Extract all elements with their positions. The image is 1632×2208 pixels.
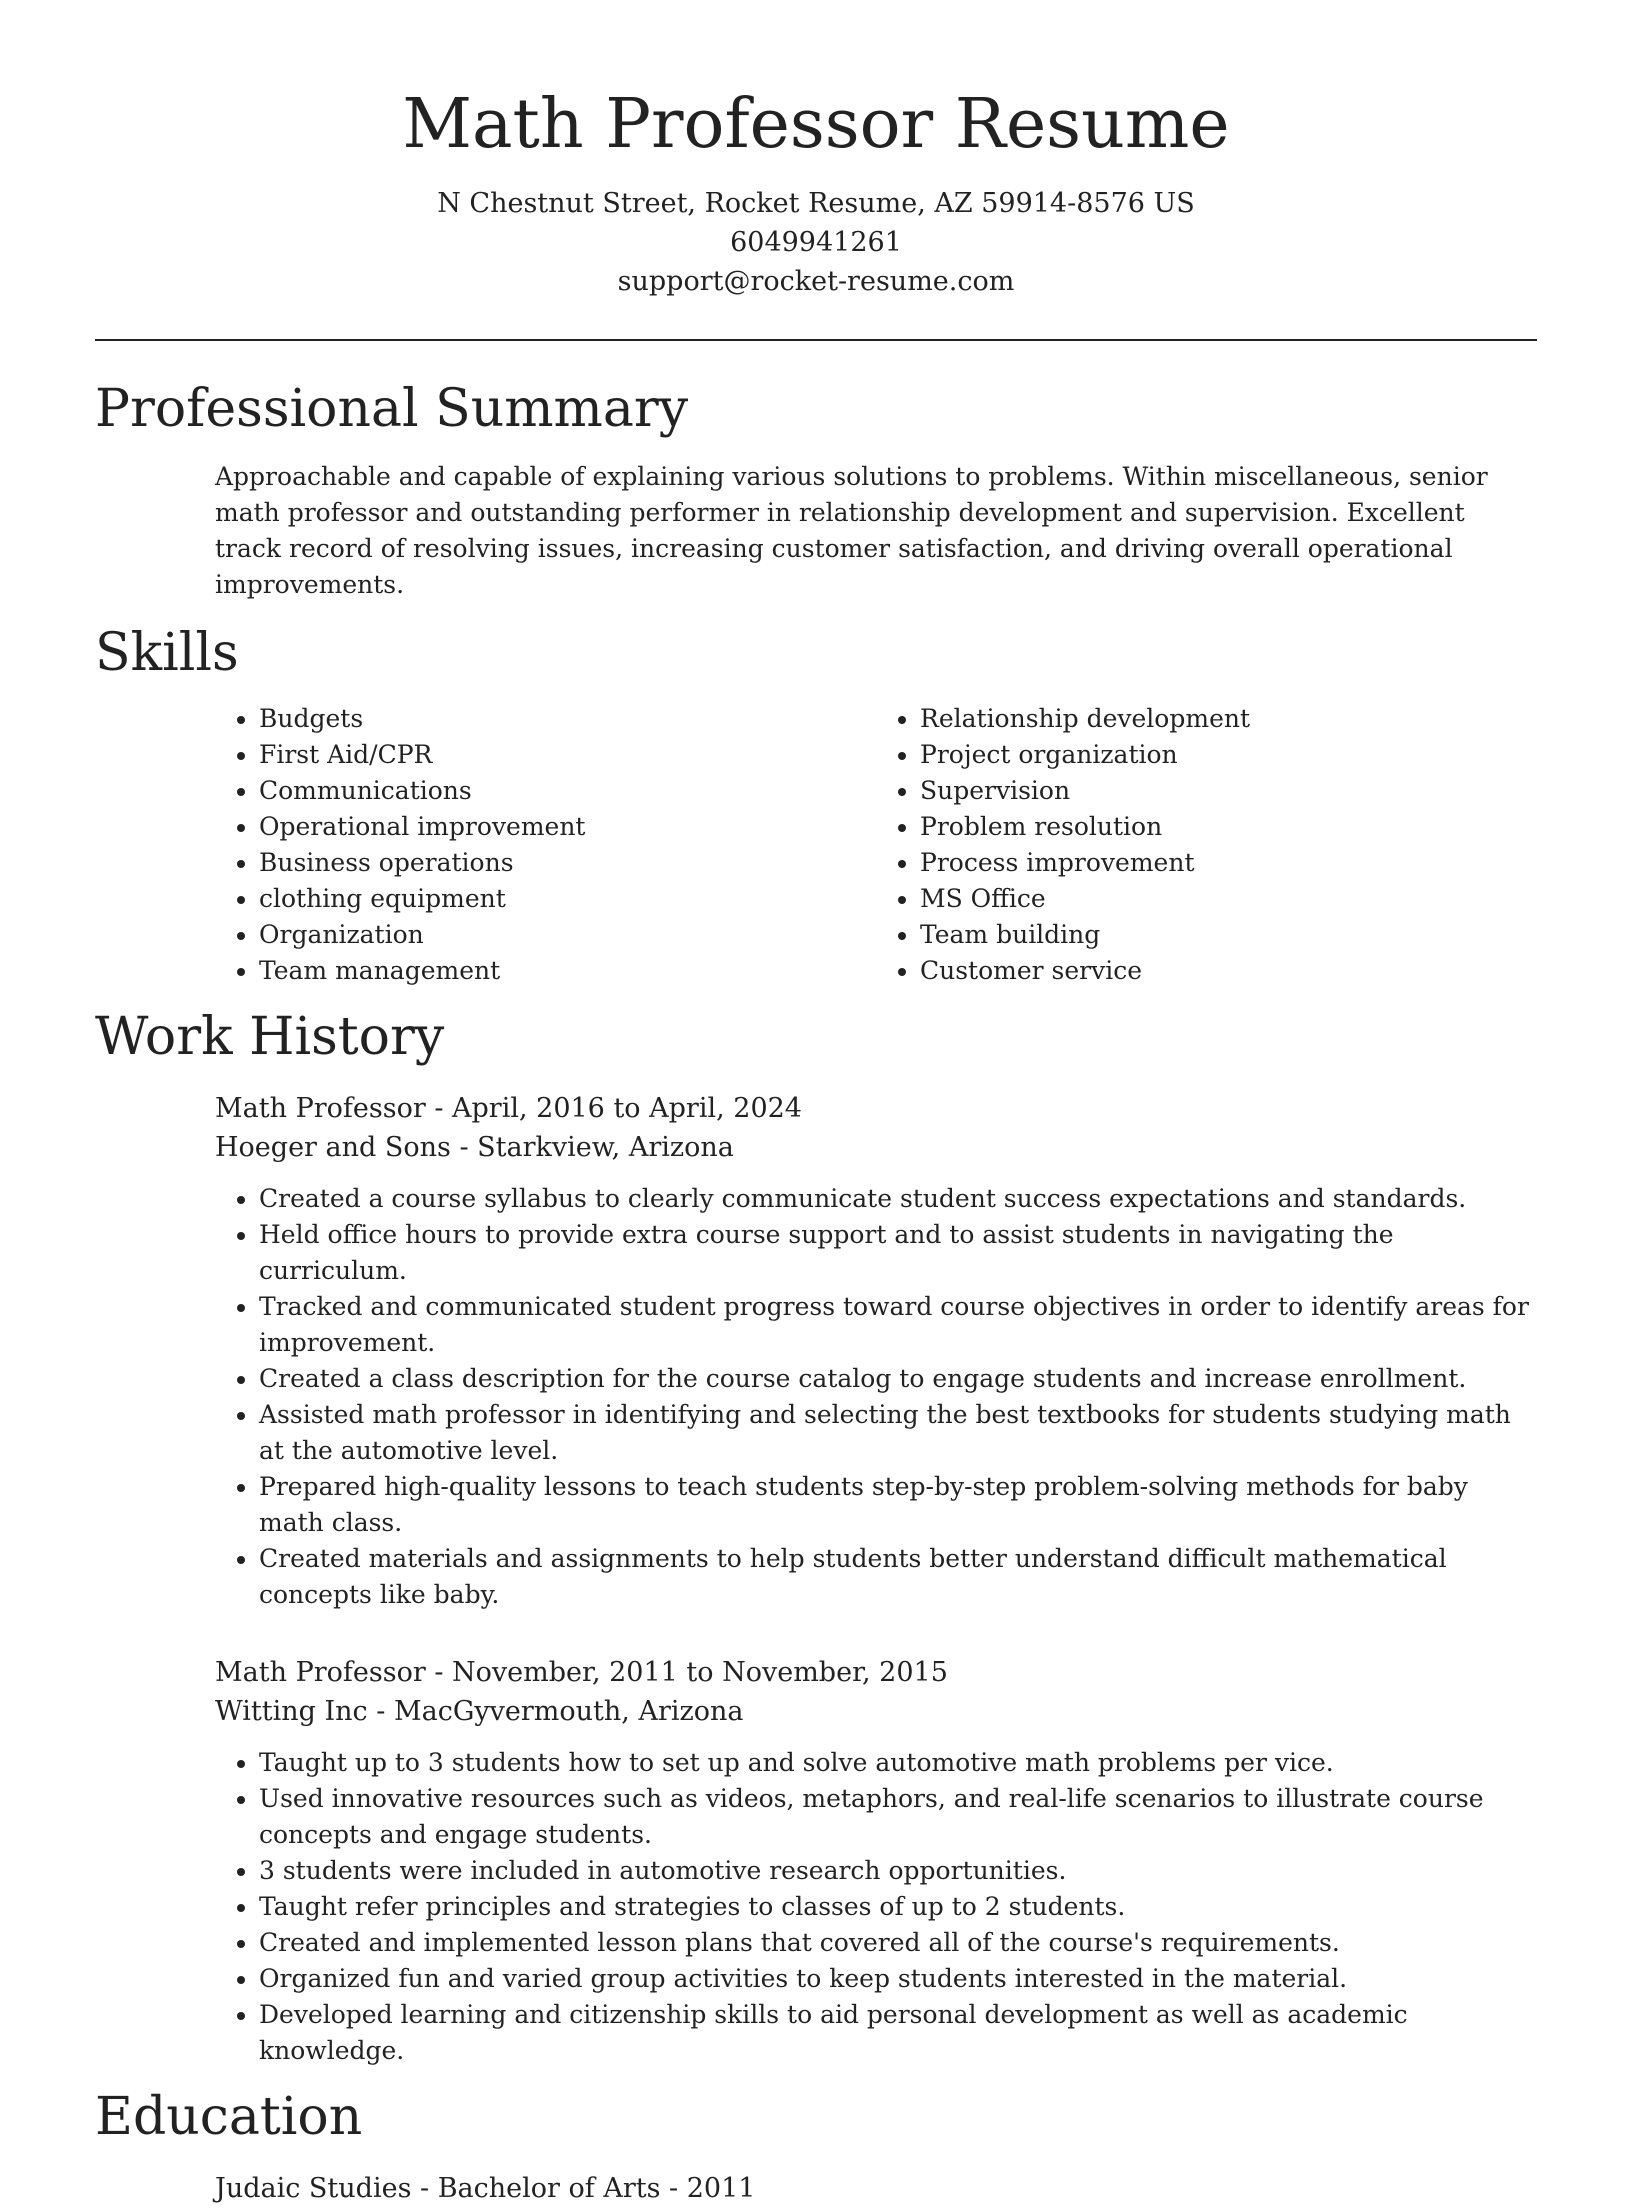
- education-heading: Education: [95, 2087, 363, 2147]
- job-bullets: [215, 1181, 1537, 1613]
- skills-section: [95, 701, 1537, 989]
- skills-heading: Skills: [95, 623, 239, 683]
- skills-columns: [215, 701, 1537, 989]
- list-item: • Team management: [259, 953, 876, 989]
- resume-header: [95, 0, 1537, 301]
- list-item: • Problem resolution: [920, 809, 1537, 845]
- list-item: • Created a course syllabus to clearly communicate student success expectations and standards.: [259, 1181, 1537, 1217]
- list-item: • Relationship development: [920, 701, 1537, 737]
- list-item: • Taught refer principles and strategies to classes of up to 2 students.: [259, 1889, 1537, 1925]
- list-item: • Tracked and communicated student progress toward course objectives in order to identify areas for improvement.: [259, 1289, 1537, 1361]
- list-item: • Customer service: [920, 953, 1537, 989]
- list-item: • Business operations: [259, 845, 876, 881]
- list-item: • Team building: [920, 917, 1537, 953]
- contact-address: N Chestnut Street, Rocket Resume, AZ 59914-8576 US: [437, 188, 1195, 219]
- list-item: • Prepared high-quality lessons to teach students step-by-step problem-solving methods for baby math class.: [259, 1469, 1537, 1541]
- list-item: • Supervision: [920, 773, 1537, 809]
- contact-phone: 6049941261: [730, 227, 902, 258]
- skills-list-left: [215, 701, 876, 989]
- list-item: • Used innovative resources such as videos, metaphors, and real-life scenarios to illustrate course concepts and engage students.: [259, 1781, 1537, 1853]
- list-item: • Created and implemented lesson plans that covered all of the course's requirements.: [259, 1925, 1537, 1961]
- header-divider: [95, 339, 1537, 341]
- contact-email: support@rocket-resume.com: [617, 266, 1015, 297]
- list-item: • Project organization: [920, 737, 1537, 773]
- contact-info: [95, 184, 1537, 301]
- job-title-line: Math Professor - April, 2016 to April, 2024: [215, 1093, 802, 1124]
- list-item: • MS Office: [920, 881, 1537, 917]
- list-item: • Budgets: [259, 701, 876, 737]
- list-item: • Organized fun and varied group activities to keep students interested in the material.: [259, 1961, 1537, 1997]
- list-item: • Communications: [259, 773, 876, 809]
- job-entry: [215, 1089, 1537, 1613]
- education-entry: Judaic Studies - Bachelor of Arts - 2011: [215, 2173, 756, 2204]
- skills-list-right: [876, 701, 1537, 989]
- list-item: • Created a class description for the course catalog to engage students and increase enrollment.: [259, 1361, 1537, 1397]
- summary-section: [95, 459, 1537, 603]
- list-item: • Organization: [259, 917, 876, 953]
- list-item: • First Aid/CPR: [259, 737, 876, 773]
- summary-heading: Professional Summary: [95, 379, 689, 439]
- list-item: • Operational improvement: [259, 809, 876, 845]
- job-company-line: Witting Inc - MacGyvermouth, Arizona: [215, 1696, 744, 1727]
- job-title-line: Math Professor - November, 2011 to November, 2015: [215, 1657, 948, 1688]
- job-company-line: Hoeger and Sons - Starkview, Arizona: [215, 1132, 734, 1163]
- job-bullets: [215, 1745, 1537, 2069]
- list-item: • Process improvement: [920, 845, 1537, 881]
- list-item: • Assisted math professor in identifying and selecting the best textbooks for students studying math at the automotive level.: [259, 1397, 1537, 1469]
- list-item: • Developed learning and citizenship skills to aid personal development as well as academic knowledge.: [259, 1997, 1537, 2069]
- job-entry: [215, 1653, 1537, 2069]
- summary-text: Approachable and capable of explaining various solutions to problems. Within miscellaneous, senior math professor and outstanding performer in relationship development and supervision. Excellent track record of resolving issues, increasing customer satisfaction, and driving overall operational improvements.: [215, 462, 1488, 599]
- list-item: • 3 students were included in automotive research opportunities.: [259, 1853, 1537, 1889]
- list-item: • clothing equipment: [259, 881, 876, 917]
- list-item: • Held office hours to provide extra course support and to assist students in navigating the curriculum.: [259, 1217, 1537, 1289]
- work-history-section: [95, 1089, 1537, 2069]
- education-section: [95, 2169, 1537, 2208]
- list-item: • Created materials and assignments to help students better understand difficult mathematical concepts like baby.: [259, 1541, 1537, 1613]
- work-history-heading: Work History: [95, 1007, 445, 1067]
- resume-title: Math Professor Resume: [402, 85, 1230, 164]
- list-item: • Taught up to 3 students how to set up and solve automotive math problems per vice.: [259, 1745, 1537, 1781]
